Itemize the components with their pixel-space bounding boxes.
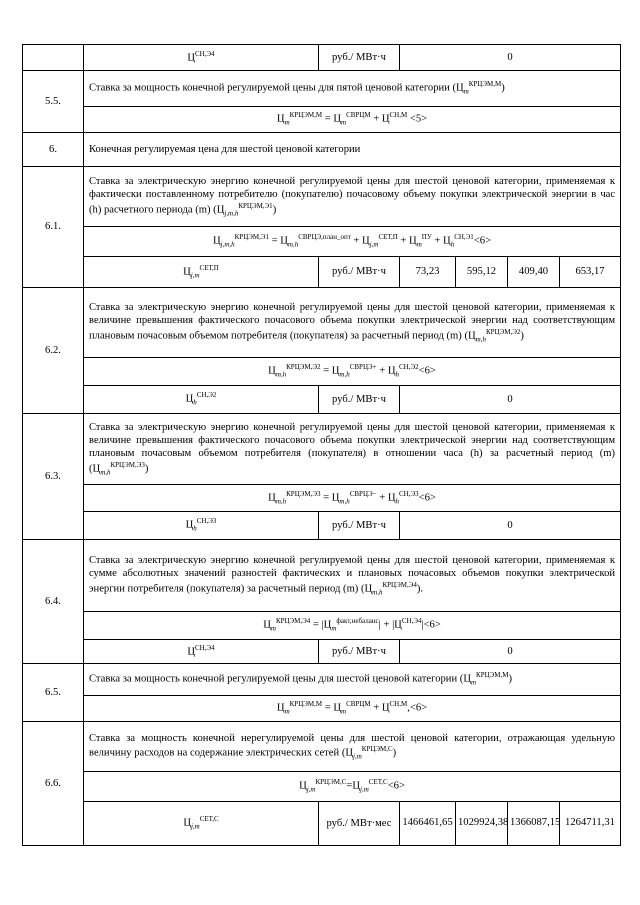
value-cell: 1264711,31	[560, 802, 621, 846]
unit-cell: руб./ МВт·ч	[319, 640, 400, 664]
symbol-cell: $Ц_{j,m}^{СЕТ,П}$	[84, 257, 319, 288]
section-description: Ставка за мощность конечной нерегулируемой цены для шестой ценовой категории, отражающая удельную величину расходов на содержание электрических сетей $(Ц_{j,m}^{КРЦЭМ,С})$	[84, 722, 621, 772]
symbol-cell: $Ц_h^{СН,Э2}$	[84, 386, 319, 414]
tariff-table	[22, 44, 621, 846]
value-cell: 1366087,15	[508, 802, 560, 846]
row-6-6-values	[23, 802, 621, 846]
unit-cell: руб./ МВт·ч	[319, 512, 400, 540]
symbol-cell: $Ц^{СН,Э4}$	[84, 45, 319, 71]
unit-cell: руб./ МВт·ч	[319, 257, 400, 288]
value-cell: 0	[400, 512, 621, 540]
formula: $Ц_m^{КРЦЭМ,М} = Ц_m^{СВРЦМ} + Ц^{СН,М} <5>$	[84, 107, 621, 133]
row-6-5	[23, 664, 621, 696]
row-6-3-values	[23, 512, 621, 540]
section-description: Ставка за электрическую энергию конечной регулируемой цены для шестой ценовой категории, применяемая к величине превышения фактического почасового объема покупки электрической энергии над соответствующим плановым почасовым объемом потребителя (покупателя) в отношении часа (h) за расчетный период (m) $(Ц_{m,h}^{КРЦЭМ,Э3})$	[84, 414, 621, 485]
value-cell: 1466461,65	[400, 802, 456, 846]
section-number: 5.5.	[23, 71, 84, 133]
row-6-4-values	[23, 640, 621, 664]
row-5-5-formula	[23, 107, 621, 133]
row-6-1-formula	[23, 227, 621, 257]
row-6-5-formula	[23, 696, 621, 722]
formula: $Ц_{m,h}^{КРЦЭМ,Э2} = Ц_{m,h}^{СВРЦЭ+} + Ц_h^{СН,Э2}<6>$	[84, 358, 621, 386]
value-cell: 73,23	[400, 257, 456, 288]
row-6-3-formula	[23, 485, 621, 512]
symbol-cell: $Ц_h^{СН,Э3}$	[84, 512, 319, 540]
symbol-cell: $Ц_{j,m}^{СЕТ,С}$	[84, 802, 319, 846]
value-cell: 653,17	[560, 257, 621, 288]
value-cell: 0	[400, 45, 621, 71]
row-top-sn-e4	[23, 45, 621, 71]
row-6-2-values	[23, 386, 621, 414]
row-6-3	[23, 414, 621, 485]
formula: $Ц_m^{КРЦЭМ,М} = Ц_m^{СВРЦМ} + Ц^{СН,М},<6>$	[84, 696, 621, 722]
row-6-1	[23, 167, 621, 227]
symbol-cell: $Ц^{СН,Э4}$	[84, 640, 319, 664]
row-6-6-formula	[23, 772, 621, 802]
section-description: Ставка за электрическую энергию конечной регулируемой цены для шестой ценовой категории, применяемая к величине превышения фактического почасового объема покупки электрической энергии над соответствующим плановым почасовым объемом потребителя (покупателя) за расчетный период (m) $(Ц_{m,h}^{КРЦЭМ,Э2})$	[84, 288, 621, 358]
section-description: Ставка за электрическую энергию конечной регулируемой цены для шестой ценовой категории, применяемая к фактически поставленному потребителю (покупателю) почасовому объему покупки электрической энергии в час (h) расчетного периода (m) $(Ц_{j,m,h}^{КРЦЭМ,Э1})$	[84, 167, 621, 227]
row-6-2-formula	[23, 358, 621, 386]
section-number: 6.4.	[23, 540, 84, 664]
formula: $Ц_{m,h}^{КРЦЭМ,Э3} = Ц_{m,h}^{СВРЦЭ-} + Ц_h^{СН,Э3}<6>$	[84, 485, 621, 512]
row-6-4	[23, 540, 621, 612]
value-cell: 0	[400, 640, 621, 664]
unit-cell: руб./ МВт·ч	[319, 386, 400, 414]
section-number: 6.5.	[23, 664, 84, 722]
section-description: Ставка за мощность конечной регулируемой цены для шестой ценовой категории $(Ц_m^{КРЦЭМ,М})$	[84, 664, 621, 696]
row-6-2	[23, 288, 621, 358]
row-6	[23, 133, 621, 167]
row-6-1-values	[23, 257, 621, 288]
value-cell: 595,12	[456, 257, 508, 288]
section-number: 6.	[23, 133, 84, 167]
section-number: 6.3.	[23, 414, 84, 540]
empty-num-cell	[23, 45, 84, 71]
unit-cell: руб./ МВт·мес	[319, 802, 400, 846]
value-cell: 409,40	[508, 257, 560, 288]
section-number: 6.2.	[23, 288, 84, 414]
section-title: Конечная регулируемая цена для шестой ценовой категории	[84, 133, 621, 167]
row-5-5	[23, 71, 621, 107]
section-description: Ставка за мощность конечной регулируемой цены для пятой ценовой категории $(Ц_m^{КРЦЭМ,М})$	[84, 71, 621, 107]
row-6-6	[23, 722, 621, 772]
unit-cell: руб./ МВт·ч	[319, 45, 400, 71]
value-cell: 1029924,38	[456, 802, 508, 846]
formula: $Ц_m^{КРЦЭМ,Э4} = |Ц_m^{факт,небаланс}| + |Ц^{СН,Э4}|<6>$	[84, 612, 621, 640]
section-description: Ставка за электрическую энергию конечной регулируемой цены для шестой ценовой категории, применяемая к сумме абсолютных значений разностей фактических и плановых почасовых объемов покупки электрической энергии потребителя (покупателя) за расчетный период (m) $(Ц_{m,h}^{КРЦЭМ,Э4})$.	[84, 540, 621, 612]
formula: $Ц_{j,m}^{КРЦЭМ,С}=Ц_{j,m}^{СЕТ,С}<6>$	[84, 772, 621, 802]
row-6-4-formula	[23, 612, 621, 640]
section-number: 6.6.	[23, 722, 84, 846]
formula: $Ц_{j,m,h}^{КРЦЭМ,Э1} = Ц_{m,h}^{СВРЦЭ,план\_опт} + Ц_{j,m}^{СЕТ,П} + Ц_m^{ПУ} + Ц_h^{СН,Э1}<6>$	[84, 227, 621, 257]
value-cell: 0	[400, 386, 621, 414]
section-number: 6.1.	[23, 167, 84, 288]
